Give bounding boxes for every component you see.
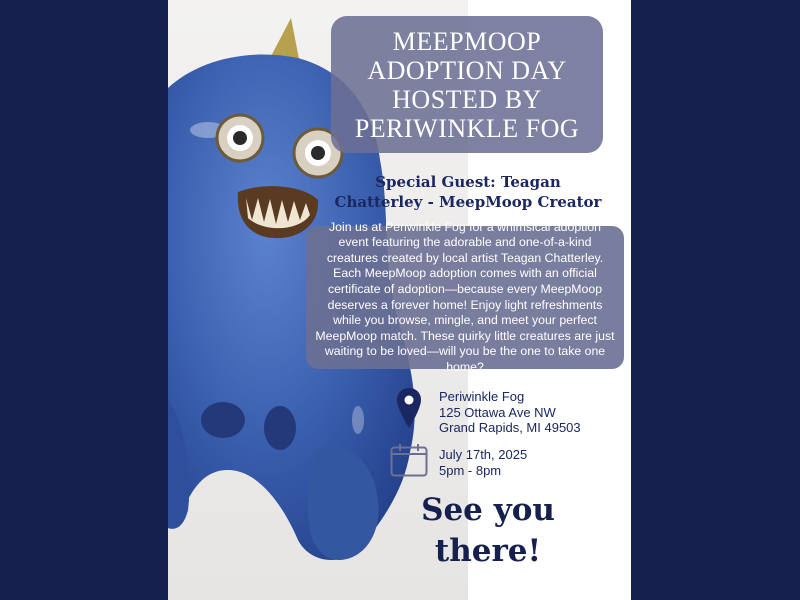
event-flyer (168, 0, 631, 600)
description-box (306, 219, 624, 374)
event-time: 5pm - 8pm (439, 462, 502, 478)
city-state-zip: Grand Rapids, MI 49503 (439, 420, 581, 435)
location-block (439, 389, 581, 436)
venue-name: Periwinkle Fog (439, 389, 525, 404)
date-time-block (439, 447, 527, 478)
map-pin-icon (397, 388, 421, 428)
title-banner (331, 16, 603, 153)
calendar-icon (390, 443, 428, 477)
event-date: July 17th, 2025 (439, 447, 528, 462)
event-title: MEEPMOOP ADOPTION DAY HOSTED BY PERIWINKLE FOG (354, 26, 580, 143)
event-description: Join us at Periwinkle Fog for a whimsical adoption event featuring the adorable and one-of-a-kind creatures created by local artist Teagan Chatterley. Each MeepMoop adoption comes with an official certificate of adoption—because every MeepMoop deserves a forever home! Enjoy light refreshments while you browse, mingle, and meet your perfect MeepMoop match. These quirky little creatures are just waiting to be loved—will you be the one to take one home? (315, 219, 615, 374)
closing-message: See you there! (421, 492, 555, 569)
special-guest-heading: Special Guest: Teagan Chatterley - MeepMoop Creator (334, 173, 602, 211)
street-address: 125 Ottawa Ave NW (439, 404, 556, 420)
